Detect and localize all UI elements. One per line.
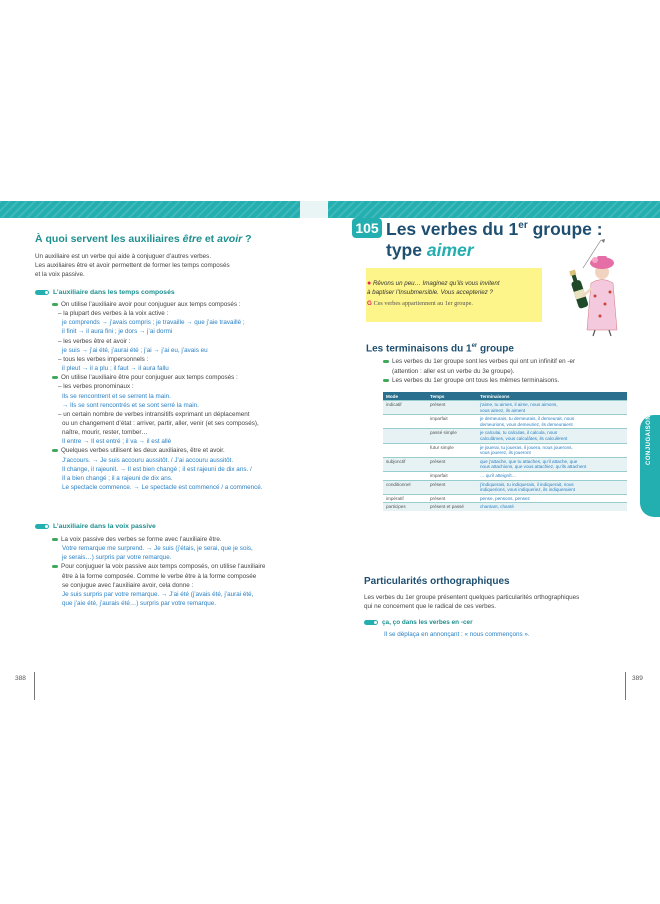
highlight-line: G Ces verbes appartiennent au 1er groupe.	[367, 300, 473, 308]
text-line: Il entre → Il est entré ; il va → il est allé	[62, 438, 172, 446]
text-line: – les verbes être et avoir :	[58, 337, 131, 345]
text-line: naître, mourir, rester, tomber…	[62, 429, 148, 437]
col-header-terminaisons: Terminaisons	[477, 392, 627, 401]
text-line: Votre remarque me surprend. → Je suis (j’étais, je serai, que je sois,	[62, 545, 253, 553]
page-number-right: 389	[632, 675, 643, 682]
intro-line: qui ne concernent que le radical de ces verbes.	[364, 603, 496, 611]
cell-mode	[383, 471, 427, 480]
cell-terminaisons: je demeurais, tu demeurais, il demeurait, nous demeurions, vous demeuriez, ils demeuraient	[477, 415, 627, 429]
table-row	[383, 415, 627, 429]
intro-line: Les auxiliaires être et avoir permettent de former les temps composés	[35, 262, 230, 270]
table-row	[383, 494, 627, 503]
table-row	[383, 429, 627, 443]
cell-terminaisons: chantant, chanté	[477, 503, 627, 511]
right-page-title: Les verbes du 1er groupe : type aimer	[386, 218, 603, 260]
bullet-icon	[52, 565, 58, 568]
intro-line: Un auxiliaire est un verbe qui aide à conjuguer d’autres verbes.	[35, 253, 212, 260]
intro-line: Les verbes du 1er groupe sont les verbes qui ont un infinitif en -er	[383, 357, 575, 367]
text-line: Il change, il rajeunit. → Il est bien changé ; il est rajeuni de dix ans. /	[62, 465, 252, 473]
lesson-number-badge: 105	[352, 218, 382, 238]
gutter	[300, 201, 328, 218]
chapter-side-tab-label: CONJUGAISON	[646, 414, 652, 465]
text-line: Quelques verbes utilisent les deux auxiliaires, être et avoir.	[52, 446, 225, 455]
table-row	[383, 503, 627, 511]
text-line: se conjugue avec l’auxiliaire avoir, cela donne :	[62, 581, 194, 589]
header-band-left	[0, 201, 300, 218]
intro-line: et la voix passive.	[35, 271, 85, 279]
text-line: J’accours. → Je suis accouru aussitôt. / J’ai accouru aussitôt.	[62, 456, 234, 464]
col-header-temps: Temps	[427, 392, 477, 401]
text-line: La voix passive des verbes se forme avec l’auxiliaire être.	[52, 535, 222, 544]
toggle-icon	[35, 290, 49, 295]
text-line: je comprends → j’avais compris ; je travaille → que j’aie travaillé ;	[62, 319, 245, 327]
table-row	[383, 480, 627, 494]
illustration	[545, 238, 625, 338]
cell-terminaisons: j’indiquerais, tu indiquerais, il indiquerait, nous indiquerions, vous indiqueriez, ils indiqueraient	[477, 480, 627, 494]
section-title-particularites: Particularités orthographiques	[364, 576, 510, 587]
text-line: ou un changement d’état : arriver, partir, aller, venir (et ses composés),	[62, 419, 259, 427]
bullet-icon	[52, 538, 58, 541]
text-line: – la plupart des verbes à la voix active :	[58, 310, 169, 318]
cell-temps: imparfait	[427, 415, 477, 429]
text-line: que j’aie été, j’aurais été…) surpris par votre remarque.	[62, 600, 216, 608]
cell-temps: futur simple	[427, 443, 477, 457]
text-line: Ils se rencontrent et se serrent la main.	[62, 392, 171, 400]
text-line: être à la forme composée. Comme le verbe être à la forme composée	[62, 572, 257, 580]
champagne-lady-illustration	[545, 238, 625, 338]
text-line: il pleut → il a plu ; il faut → il aura fallu	[62, 365, 169, 373]
cell-temps: présent	[427, 480, 477, 494]
intro-highlight-text	[367, 279, 500, 309]
page-divider-right	[625, 672, 626, 700]
text-line: Le spectacle commence. → Le spectacle est commencé / a commencé.	[62, 484, 263, 491]
col-header-mode: Mode	[383, 392, 427, 401]
text-line: On utilise l’auxiliaire avoir pour conjuguer aux temps composés :	[52, 300, 241, 309]
text-line: → Ils se sont rencontrés et se sont serré la main.	[62, 401, 199, 409]
cell-terminaisons: pense, pensons, pensez	[477, 494, 627, 503]
subsection-title-cer: ça, ço dans les verbes en -cer	[364, 619, 473, 626]
intro-line: Les verbes du 1er groupe ont tous les mêmes terminaisons.	[383, 376, 575, 386]
cell-temps: présent	[427, 457, 477, 471]
cell-temps: présent et passé	[427, 503, 477, 511]
cell-terminaisons: que j’attache, que tu attaches, qu’il attache, que nous attachions, que vous attachiez, qu’ils attachent	[477, 457, 627, 471]
cell-terminaisons: j’aime, tu aimes, il aime, nous aimons, vous aimez, ils aiment	[477, 401, 627, 415]
toggle-icon	[364, 620, 378, 625]
cell-mode: impératif	[383, 494, 427, 503]
text-line: – tous les verbes impersonnels :	[58, 355, 149, 363]
cell-terminaisons: je jouerai, tu joueras, il jouera, nous jouerons, vous jouerez, ils joueront	[477, 443, 627, 457]
table-header-row	[383, 392, 627, 401]
text-line: Je suis surpris par votre remarque. → J’ai été (j’avais été, j’aurai été,	[62, 590, 254, 598]
cell-mode: subjonctif	[383, 457, 427, 471]
text-line: je serais…) surpris par votre remarque.	[62, 554, 172, 562]
section-title-terminaisons: Les terminaisons du 1er groupe	[366, 343, 514, 355]
text-line: il finit → il aura fini ; je dors → j’ai dormi	[62, 328, 173, 336]
cell-mode: participes	[383, 503, 427, 511]
bullet-icon	[383, 379, 389, 382]
text-line: Pour conjuguer la voix passive aux temps composés, on utilise l’auxiliaire	[52, 562, 265, 571]
cell-temps: passé simple	[427, 429, 477, 443]
cell-mode: conditionnel	[383, 480, 427, 494]
terminaisons-table	[383, 392, 627, 511]
cell-mode	[383, 429, 427, 443]
table-row	[383, 471, 627, 480]
page-divider-left	[34, 672, 35, 700]
text-line: – un certain nombre de verbes intransitifs exprimant un déplacement	[58, 410, 250, 418]
table-row	[383, 457, 627, 471]
text-line: Il a bien changé ; il a rajeuni de dix ans.	[62, 474, 173, 482]
cell-mode: indicatif	[383, 401, 427, 415]
page-number-left: 388	[15, 675, 26, 682]
particularites-intro	[364, 593, 579, 611]
highlight-line: à baptiser l’Insubmersible. Vous accepteriez ?	[367, 289, 493, 297]
intro-line: (attention : aller est un verbe du 3e groupe).	[392, 367, 515, 375]
cell-mode	[383, 415, 427, 429]
section-title-voix-passive: L’auxiliaire dans la voix passive	[35, 523, 156, 530]
table-row	[383, 443, 627, 457]
highlight-line: ● Rêvons un peu… Imaginez qu’ils vous invitent	[367, 280, 500, 287]
example-cer: Il se déplaça en annonçant : « nous commençons ».	[384, 631, 530, 638]
left-intro	[35, 252, 230, 279]
bullet-icon	[52, 376, 58, 379]
toggle-icon	[35, 524, 49, 529]
cell-terminaisons: … qu’il atteignît…	[477, 471, 627, 480]
terminaisons-intro	[383, 357, 575, 386]
cell-terminaisons: je calculai, tu calculas, il calcula, nous calculâmes, vous calculâtes, ils calculèrent	[477, 429, 627, 443]
red-dot-icon: ●	[367, 280, 372, 287]
cell-temps: imparfait	[427, 471, 477, 480]
cell-temps: présent	[427, 401, 477, 415]
cell-temps: présent	[427, 494, 477, 503]
bullet-icon	[383, 360, 389, 363]
text-line: On utilise l’auxiliaire être pour conjuguer aux temps composés :	[52, 373, 238, 382]
text-line: – les verbes pronominaux :	[58, 383, 134, 391]
left-page-title: À quoi servent les auxiliaires être et avoir ?	[35, 233, 252, 245]
section-title-temps-composes: L’auxiliaire dans les temps composés	[35, 289, 175, 296]
grammar-g-icon: G	[367, 300, 372, 308]
cell-mode	[383, 443, 427, 457]
intro-line: Les verbes du 1er groupe présentent quelques particularités orthographiques	[364, 594, 580, 601]
table-row	[383, 401, 627, 415]
bullet-icon	[52, 303, 58, 306]
text-line: je suis → j’ai été, j’aurai été ; j’ai → j’ai eu, j’avais eu	[62, 346, 208, 354]
bullet-icon	[52, 449, 58, 452]
